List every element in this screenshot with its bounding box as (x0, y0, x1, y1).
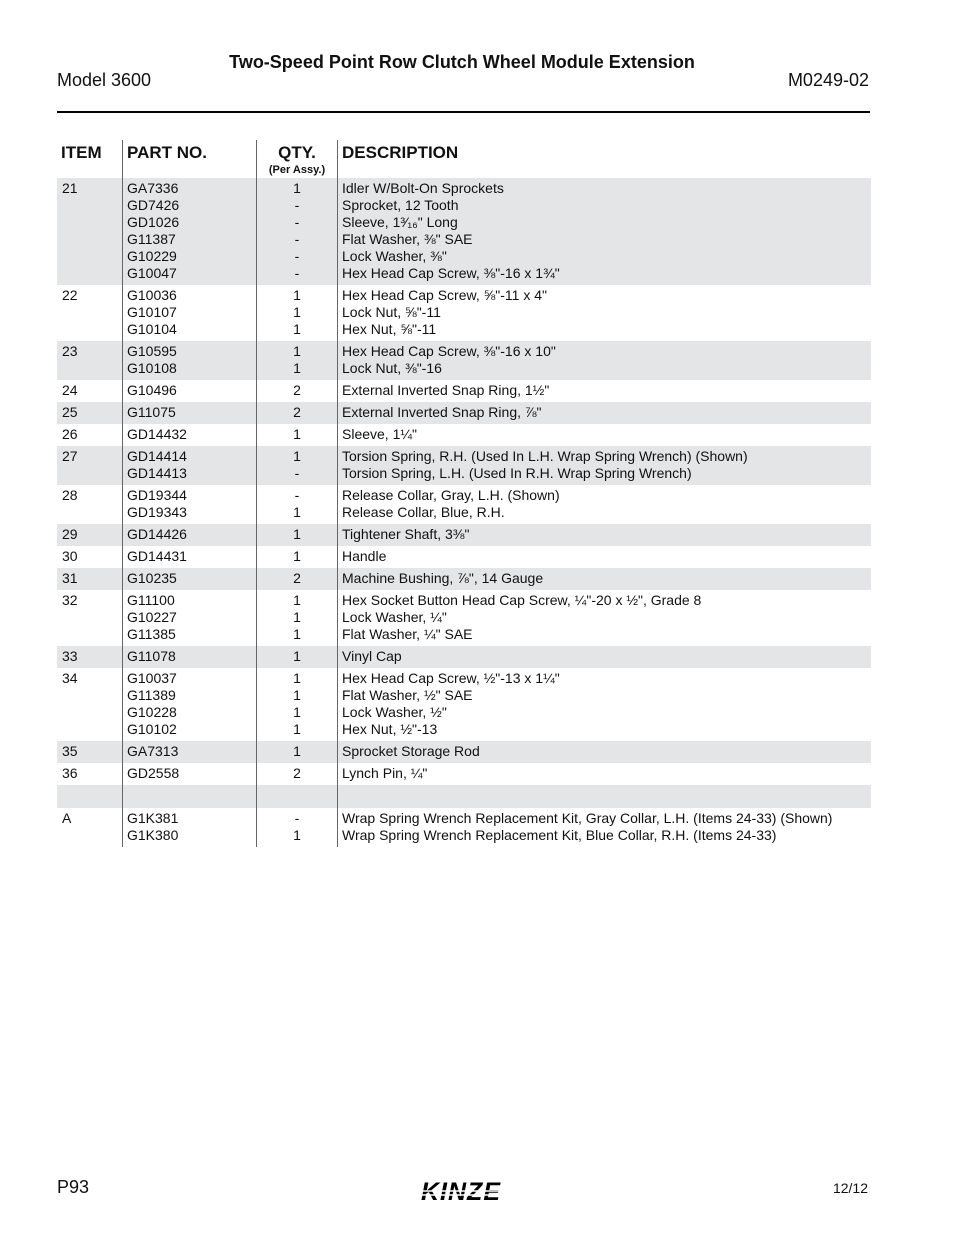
table-row-group (57, 668, 871, 741)
item-number: 21 (62, 180, 78, 196)
table-row (57, 609, 871, 626)
table-row (57, 287, 871, 304)
table-row-group (57, 178, 871, 285)
table-row (57, 304, 871, 321)
description: Lock Washer, ¼" (342, 609, 447, 625)
part-number: GD19344 (127, 487, 187, 503)
quantity: 2 (293, 404, 301, 420)
quantity: 1 (293, 526, 301, 542)
part-number: G11100 (127, 592, 175, 608)
part-number: G10047 (127, 265, 177, 281)
table-row (57, 404, 871, 421)
quantity: 1 (293, 321, 301, 337)
description: Vinyl Cap (342, 648, 402, 664)
quantity: - (294, 487, 300, 503)
item-number: 25 (62, 404, 78, 420)
description: Lock Nut, ⅜"-16 (342, 360, 442, 376)
description: Hex Socket Button Head Cap Screw, ¼"-20 x ½", Grade 8 (342, 592, 702, 608)
description: Hex Nut, ½"-13 (342, 721, 438, 737)
quantity: 1 (293, 343, 301, 359)
part-number: G10235 (127, 570, 177, 586)
column-header-item: ITEM (61, 143, 102, 162)
item-number: 31 (62, 570, 78, 586)
part-number: G10108 (127, 360, 177, 376)
table-row (57, 382, 871, 399)
item-number: 26 (62, 426, 78, 442)
description: Torsion Spring, R.H. (Used In L.H. Wrap Spring Wrench) (Shown) (342, 448, 748, 464)
item-number: 27 (62, 448, 78, 464)
description: Sleeve, 1³⁄₁₆" Long (342, 214, 458, 230)
table-row-group (57, 741, 871, 763)
description: Lock Nut, ⅝"-11 (342, 304, 441, 320)
table-row (57, 214, 871, 231)
table-row-group (57, 590, 871, 646)
description: Torsion Spring, L.H. (Used In R.H. Wrap Spring Wrench) (342, 465, 692, 481)
model-label: Model 3600 (57, 70, 152, 90)
table-row (57, 743, 871, 760)
description: Hex Head Cap Screw, ½"-13 x 1¼" (342, 670, 560, 686)
table-row (57, 827, 871, 844)
part-number: G10037 (127, 670, 177, 686)
description: Flat Washer, ⅜" SAE (342, 231, 473, 247)
description: Hex Head Cap Screw, ⅜"-16 x 10" (342, 343, 556, 359)
quantity: 1 (293, 426, 301, 442)
table-row (57, 526, 871, 543)
table-row-group (57, 763, 871, 785)
page-number: P93 (57, 1177, 90, 1197)
table-row (57, 687, 871, 704)
column-header-qty-sub: (Per Assy.) (268, 164, 326, 176)
table-row-group (57, 446, 871, 485)
item-number: 33 (62, 648, 78, 664)
description: Hex Head Cap Screw, ⅜"-16 x 1¾" (342, 265, 560, 281)
description: Idler W/Bolt-On Sprockets (342, 180, 504, 196)
table-row-group (57, 424, 871, 446)
table-row-group (57, 285, 871, 341)
quantity: 1 (293, 626, 301, 642)
table-row (57, 592, 871, 609)
column-divider-part (122, 140, 123, 847)
item-number: 29 (62, 526, 78, 542)
description: Sprocket, 12 Tooth (342, 197, 459, 213)
part-number: G11389 (127, 687, 176, 703)
column-divider-qty (256, 140, 257, 847)
part-number: GD7426 (127, 197, 180, 213)
part-number: GD14414 (127, 448, 187, 464)
table-row-group (57, 380, 871, 402)
quantity: - (294, 465, 300, 481)
quantity: 1 (293, 670, 301, 686)
part-number: GD2558 (127, 765, 180, 781)
quantity: - (294, 197, 300, 213)
table-row (57, 570, 871, 587)
column-header-part: PART NO. (127, 143, 207, 162)
part-number: G10104 (127, 321, 177, 337)
description: Hex Nut, ⅝"-11 (342, 321, 437, 337)
description: Lock Washer, ½" (342, 704, 447, 720)
revision-date: 12/12 (832, 1180, 868, 1196)
description: External Inverted Snap Ring, ⅞" (342, 404, 542, 420)
description: Release Collar, Blue, R.H. (342, 504, 505, 520)
table-row (57, 248, 871, 265)
table-row (57, 465, 871, 482)
item-number: 35 (62, 743, 78, 759)
table-row (57, 321, 871, 338)
table-row (57, 626, 871, 643)
description: Release Collar, Gray, L.H. (Shown) (342, 487, 560, 503)
part-number: GD19343 (127, 504, 187, 520)
part-number: G10107 (127, 304, 177, 320)
table-row (57, 265, 871, 282)
part-number: G10496 (127, 382, 177, 398)
table-row (57, 810, 871, 827)
quantity: 1 (293, 743, 301, 759)
table-row (57, 765, 871, 782)
item-number: A (62, 810, 72, 826)
part-number: G10036 (127, 287, 177, 303)
column-header-qty (257, 143, 337, 181)
table-row (57, 670, 871, 687)
quantity: 1 (293, 648, 301, 664)
quantity: 1 (293, 504, 301, 520)
part-number: GA7336 (127, 180, 179, 196)
part-number: G10228 (127, 704, 177, 720)
quantity: 1 (293, 180, 301, 196)
quantity: - (294, 265, 300, 281)
item-number: 34 (62, 670, 78, 686)
table-row (57, 426, 871, 443)
item-number: 22 (62, 287, 78, 303)
quantity: 1 (293, 592, 301, 608)
part-number: GA7313 (127, 743, 179, 759)
part-number: G11387 (127, 231, 176, 247)
description: Lock Washer, ⅜" (342, 248, 447, 264)
column-divider-description (337, 140, 338, 847)
part-number: G10227 (127, 609, 177, 625)
description: Lynch Pin, ¼" (342, 765, 428, 781)
quantity: - (294, 231, 300, 247)
quantity: 2 (293, 570, 301, 586)
part-number: G1K380 (127, 827, 179, 843)
quantity: 1 (293, 609, 301, 625)
quantity: - (294, 248, 300, 264)
document-number: M0249-02 (787, 70, 869, 90)
quantity: 1 (293, 687, 301, 703)
part-number: G1K381 (127, 810, 179, 826)
table-row-group (57, 568, 871, 590)
description: Sprocket Storage Rod (342, 743, 480, 759)
quantity: 2 (293, 765, 301, 781)
part-number: G10229 (127, 248, 177, 264)
table-row-group (57, 646, 871, 668)
part-number: G11078 (127, 648, 176, 664)
column-header-qty-label: QTY. (278, 143, 316, 162)
part-number: GD14432 (127, 426, 187, 442)
description: Machine Bushing, ⅞", 14 Gauge (342, 570, 544, 586)
parts-table (57, 140, 871, 847)
description: Hex Head Cap Screw, ⅝"-11 x 4" (342, 287, 547, 303)
table-body (57, 178, 871, 847)
table-row (57, 504, 871, 521)
description: External Inverted Snap Ring, 1½" (342, 382, 550, 398)
description: Wrap Spring Wrench Replacement Kit, Gray Collar, L.H. (Items 24-33) (Shown) (342, 810, 833, 826)
table-row-group (57, 524, 871, 546)
kinze-logo (400, 1176, 522, 1206)
table-row (57, 487, 871, 504)
table-row-group (57, 546, 871, 568)
part-number: GD14413 (127, 465, 187, 481)
description: Tightener Shaft, 3⅜" (342, 526, 470, 542)
quantity: 1 (293, 827, 301, 843)
kinze-logo-text: KINZE (421, 1178, 501, 1206)
table-row (57, 197, 871, 214)
table-row (57, 231, 871, 248)
item-number: 28 (62, 487, 78, 503)
description: Flat Washer, ¼" SAE (342, 626, 473, 642)
quantity: 2 (293, 382, 301, 398)
table-row-group (57, 808, 871, 847)
table-row (57, 548, 871, 565)
part-number: G11385 (127, 626, 176, 642)
table-row-group (57, 341, 871, 380)
quantity: - (294, 214, 300, 230)
column-header-description: DESCRIPTION (342, 143, 459, 162)
item-number: 32 (62, 592, 78, 608)
quantity: - (294, 810, 300, 826)
quantity: 1 (293, 304, 301, 320)
description: Wrap Spring Wrench Replacement Kit, Blue Collar, R.H. (Items 24-33) (342, 827, 777, 843)
part-number: GD14431 (127, 548, 187, 564)
quantity: 1 (293, 548, 301, 564)
table-row (57, 704, 871, 721)
description: Handle (342, 548, 387, 564)
description: Sleeve, 1¼" (342, 426, 418, 442)
page-title: Two-Speed Point Row Clutch Wheel Module Extension (229, 52, 695, 72)
part-number: GD14426 (127, 526, 187, 542)
quantity: 1 (293, 704, 301, 720)
item-number: 23 (62, 343, 78, 359)
table-row-group (57, 785, 871, 808)
quantity: 1 (293, 448, 301, 464)
part-number: G10102 (127, 721, 177, 737)
part-number: G11075 (127, 404, 176, 420)
table-row (57, 721, 871, 738)
table-row (57, 343, 871, 360)
table-row (57, 360, 871, 377)
part-number: GD1026 (127, 214, 180, 230)
table-row (57, 448, 871, 465)
quantity: 1 (293, 287, 301, 303)
table-row (57, 648, 871, 665)
table-header (57, 140, 871, 178)
quantity: 1 (293, 360, 301, 376)
description: Flat Washer, ½" SAE (342, 687, 473, 703)
table-row-group (57, 485, 871, 524)
header-rule (57, 111, 870, 113)
item-number: 36 (62, 765, 78, 781)
item-number: 24 (62, 382, 78, 398)
table-row (57, 180, 871, 197)
table-row-group (57, 402, 871, 424)
item-number: 30 (62, 548, 78, 564)
part-number: G10595 (127, 343, 177, 359)
spacer-row (57, 787, 871, 805)
quantity: 1 (293, 721, 301, 737)
